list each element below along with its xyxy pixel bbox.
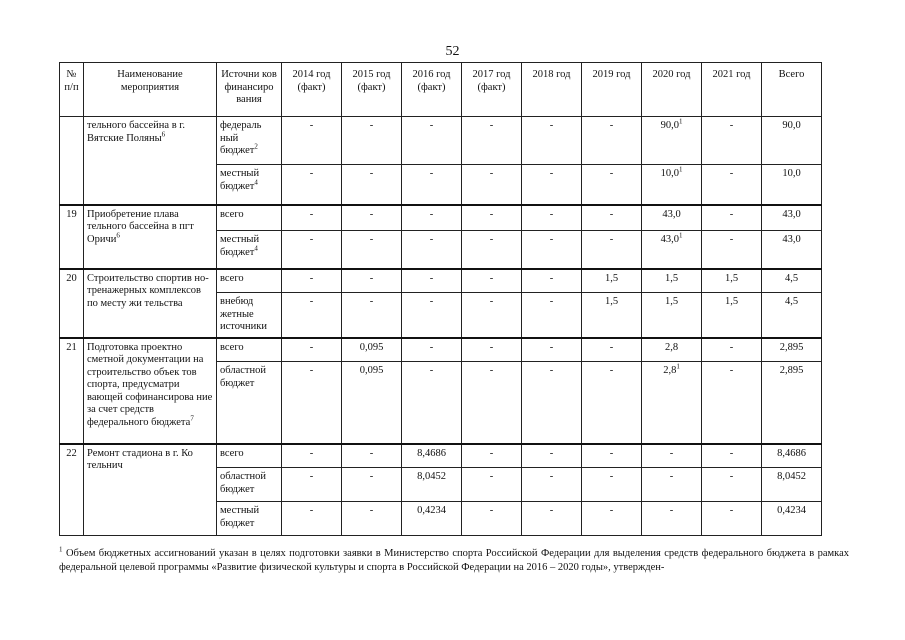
cell-value: - [369, 208, 374, 220]
cell-value: 2,895 [779, 365, 804, 376]
cell-value: - [429, 120, 434, 131]
cell-2019 [582, 444, 642, 468]
cell-2014 [282, 117, 342, 165]
header-2015: 2015 год (факт) [342, 63, 402, 117]
cell-2015 [342, 231, 402, 269]
cell-value: - [549, 505, 554, 516]
cell-value: - [309, 505, 314, 516]
activity-name [84, 269, 217, 338]
cell-2016 [402, 362, 462, 444]
cell-value: - [309, 120, 314, 131]
page-number: 52 [445, 44, 460, 59]
cell-value: - [549, 234, 554, 245]
cell-2018 [522, 362, 582, 444]
header-source: Источни ков финансиро вания [217, 63, 282, 117]
cell-value: - [429, 365, 434, 376]
cell-value: - [429, 341, 434, 353]
cell-total [762, 338, 822, 362]
cell-value: - [489, 168, 494, 179]
funding-source [217, 468, 282, 502]
cell-value: - [609, 505, 614, 516]
header-2016: 2016 год (факт) [402, 63, 462, 117]
cell-value: 43,0 [782, 234, 801, 245]
funding-source-text: всего [220, 272, 244, 284]
cell-2017 [462, 502, 522, 536]
cell-value: - [549, 120, 554, 131]
activity-name-text: Подготовка проектно сметной документации на строительство объек тов спорта, предусматри вающей софинансирова ние за счет средств федерального бюджета [87, 341, 213, 428]
cell-value: - [669, 471, 674, 482]
cell-value: 1,5 [724, 296, 739, 307]
cell-2021 [702, 117, 762, 165]
cell-value: - [729, 168, 734, 179]
cell-2017 [462, 362, 522, 444]
cell-value: - [609, 471, 614, 482]
row-number: 22 [60, 444, 84, 536]
cell-value: 4,5 [784, 272, 799, 284]
cell-2020 [642, 165, 702, 205]
cell-value: - [369, 120, 374, 131]
row-number: 21 [60, 338, 84, 444]
table-row [60, 444, 822, 468]
cell-2016 [402, 293, 462, 338]
cell-2017 [462, 117, 522, 165]
cell-2020 [642, 117, 702, 165]
cell-2021 [702, 165, 762, 205]
cell-value: - [309, 234, 314, 245]
cell-2020 [642, 338, 702, 362]
cell-value: - [729, 365, 734, 376]
row-number [60, 117, 84, 205]
cell-2014 [282, 165, 342, 205]
cell-2017 [462, 205, 522, 231]
cell-total [762, 444, 822, 468]
footnote [59, 547, 849, 575]
table-row [60, 205, 822, 231]
cell-2019 [582, 338, 642, 362]
cell-2014 [282, 468, 342, 502]
cell-2015 [342, 117, 402, 165]
cell-value: - [489, 120, 494, 131]
funding-source-text: областной бюджет [220, 365, 266, 389]
cell-total [762, 231, 822, 269]
cell-value: 0,4234 [777, 505, 806, 516]
funding-source-text: местный бюджет [220, 234, 260, 258]
cell-2019 [582, 362, 642, 444]
header-2014: 2014 год (факт) [282, 63, 342, 117]
cell-value: - [369, 168, 374, 179]
cell-2020 [642, 362, 702, 444]
cell-2021 [702, 444, 762, 468]
cell-value: - [609, 365, 614, 376]
table-row [60, 117, 822, 165]
cell-value: - [729, 447, 734, 459]
cell-value: 8,0452 [417, 471, 446, 482]
footnote-ref: 7 [190, 414, 194, 422]
header-2018: 2018 год [522, 63, 582, 117]
cell-value: - [489, 272, 494, 284]
footnote-ref: 6 [116, 231, 120, 239]
cell-value: 2,8 [664, 341, 679, 353]
funding-source-text: всего [220, 208, 244, 220]
cell-value: - [309, 208, 314, 220]
cell-value: 4,5 [784, 296, 799, 307]
cell-2020 [642, 205, 702, 231]
cell-2021 [702, 362, 762, 444]
footnote-ref: 1 [678, 231, 683, 240]
funding-source-text: всего [220, 341, 244, 353]
cell-value: 0,4234 [417, 505, 446, 516]
cell-total [762, 293, 822, 338]
activity-name [84, 205, 217, 269]
cell-value: - [729, 341, 734, 353]
cell-2014 [282, 338, 342, 362]
cell-2014 [282, 362, 342, 444]
activity-name [84, 117, 217, 205]
cell-2018 [522, 231, 582, 269]
cell-2015 [342, 338, 402, 362]
cell-2019 [582, 165, 642, 205]
header-no: № п/п [60, 63, 84, 117]
cell-value: 1,5 [664, 272, 679, 284]
cell-value: - [489, 365, 494, 376]
cell-value: - [489, 341, 494, 353]
cell-value: - [549, 272, 554, 284]
funding-source-text: местный бюджет [220, 168, 260, 192]
cell-total [762, 205, 822, 231]
cell-value: 8,4686 [417, 447, 446, 459]
footnote-ref: 4 [254, 244, 258, 252]
cell-2019 [582, 468, 642, 502]
cell-value: - [369, 471, 374, 482]
cell-value: 8,4686 [777, 447, 806, 459]
cell-2018 [522, 205, 582, 231]
cell-2016 [402, 117, 462, 165]
cell-value: - [489, 296, 494, 307]
header-2021: 2021 год [702, 63, 762, 117]
cell-2019 [582, 231, 642, 269]
cell-value: - [549, 447, 554, 459]
header-total: Всего [762, 63, 822, 117]
footnote-text: Объем бюджетных ассигнований указан в целях подготовки заявки в Министерство спорта Российской Федерации для выделения средств федерального бюджета в рамках федеральной целевой программы «Развитие физической культуры и спорта в Российской Федерации на 2016 – 2020 годы», утвержден- [59, 548, 850, 573]
cell-value: - [369, 234, 374, 245]
cell-value: 43,0 [782, 208, 801, 220]
cell-2019 [582, 117, 642, 165]
cell-2015 [342, 502, 402, 536]
cell-total [762, 165, 822, 205]
cell-2018 [522, 502, 582, 536]
cell-2021 [702, 205, 762, 231]
cell-value: - [309, 365, 314, 376]
cell-value: 1,5 [664, 296, 679, 307]
cell-value: 8,0452 [777, 471, 806, 482]
footnote-ref: 1 [676, 362, 680, 371]
cell-value: - [429, 168, 434, 179]
cell-total [762, 502, 822, 536]
cell-value: - [609, 168, 614, 179]
cell-2017 [462, 231, 522, 269]
cell-value: 0,095 [359, 341, 384, 353]
cell-2014 [282, 231, 342, 269]
cell-2021 [702, 269, 762, 293]
cell-2016 [402, 338, 462, 362]
row-number: 20 [60, 269, 84, 338]
activity-name [84, 444, 217, 536]
cell-value: - [309, 272, 314, 284]
cell-value: 43,0 [660, 234, 679, 245]
table-row [60, 338, 822, 362]
cell-2021 [702, 502, 762, 536]
funding-source-text: внебюд жетные источники [220, 296, 267, 332]
cell-2019 [582, 269, 642, 293]
cell-2014 [282, 205, 342, 231]
cell-2018 [522, 468, 582, 502]
cell-value: - [369, 505, 374, 516]
budget-table [59, 62, 822, 536]
cell-value: 2,895 [779, 341, 804, 353]
cell-value: 1,5 [724, 272, 739, 284]
cell-2014 [282, 502, 342, 536]
header-2019: 2019 год [582, 63, 642, 117]
footnote-ref: 1 [678, 165, 683, 174]
cell-value: - [549, 471, 554, 482]
funding-source [217, 502, 282, 536]
cell-2017 [462, 444, 522, 468]
cell-value: - [489, 447, 494, 459]
cell-2020 [642, 231, 702, 269]
cell-value: - [669, 447, 674, 459]
activity-name-text: Приобретение плава тельного бассейна в пгт Оричи [87, 208, 194, 245]
cell-2018 [522, 269, 582, 293]
cell-value: - [489, 471, 494, 482]
cell-value: - [369, 447, 374, 459]
header-2017: 2017 год (факт) [462, 63, 522, 117]
cell-value: - [489, 234, 494, 245]
cell-value: - [549, 365, 554, 376]
cell-2016 [402, 269, 462, 293]
funding-source-text: федераль ный бюджет [220, 120, 262, 156]
cell-value: - [489, 505, 494, 516]
cell-2015 [342, 362, 402, 444]
funding-source-text: всего [220, 447, 244, 459]
cell-value: - [309, 296, 314, 307]
cell-value: - [369, 296, 374, 307]
table-header-row [60, 63, 822, 117]
cell-2015 [342, 468, 402, 502]
cell-2021 [702, 231, 762, 269]
footnote-mark: 1 [59, 545, 63, 554]
cell-value: - [309, 471, 314, 482]
cell-total [762, 117, 822, 165]
cell-2018 [522, 338, 582, 362]
cell-2014 [282, 293, 342, 338]
cell-2017 [462, 269, 522, 293]
cell-2019 [582, 205, 642, 231]
cell-2016 [402, 444, 462, 468]
cell-2016 [402, 165, 462, 205]
cell-value: - [729, 208, 734, 220]
cell-2015 [342, 205, 402, 231]
cell-value: - [729, 120, 734, 131]
activity-name-text: тельного бассейна в г. Вятские Поляны [87, 120, 186, 144]
funding-source [217, 362, 282, 444]
cell-2020 [642, 293, 702, 338]
cell-value: - [609, 208, 614, 220]
cell-2017 [462, 468, 522, 502]
cell-value: - [609, 341, 614, 353]
cell-value: - [429, 296, 434, 307]
cell-2020 [642, 444, 702, 468]
cell-value: - [549, 168, 554, 179]
funding-source [217, 117, 282, 165]
cell-value: - [309, 341, 314, 353]
cell-2021 [702, 468, 762, 502]
funding-source [217, 231, 282, 269]
cell-total [762, 468, 822, 502]
cell-value: - [609, 234, 614, 245]
cell-value: - [429, 234, 434, 245]
funding-source [217, 293, 282, 338]
cell-value: - [549, 341, 554, 353]
funding-source-text: областной бюджет [220, 471, 266, 495]
cell-value: - [549, 208, 554, 220]
footnote-ref: 1 [678, 117, 683, 126]
cell-total [762, 362, 822, 444]
cell-2019 [582, 293, 642, 338]
cell-value: - [489, 208, 494, 220]
cell-value: - [729, 505, 734, 516]
cell-2017 [462, 338, 522, 362]
cell-2016 [402, 468, 462, 502]
cell-2018 [522, 165, 582, 205]
activity-name-text: Ремонт стадиона в г. Ко тельнич [87, 447, 193, 471]
cell-value: - [669, 505, 674, 516]
cell-2015 [342, 293, 402, 338]
cell-2020 [642, 502, 702, 536]
cell-2017 [462, 165, 522, 205]
cell-value: - [429, 272, 434, 284]
cell-2014 [282, 269, 342, 293]
funding-source [217, 338, 282, 362]
cell-2020 [642, 468, 702, 502]
cell-value: - [369, 272, 374, 284]
footnote-ref: 2 [254, 142, 258, 151]
cell-2018 [522, 293, 582, 338]
cell-value: - [609, 447, 614, 459]
funding-source [217, 165, 282, 205]
cell-2018 [522, 444, 582, 468]
cell-2021 [702, 293, 762, 338]
cell-value: 0,095 [359, 365, 384, 376]
funding-source [217, 269, 282, 293]
cell-value: 90,0 [782, 120, 801, 131]
cell-2014 [282, 444, 342, 468]
header-name: Наименование мероприятия [84, 63, 217, 117]
cell-value: - [309, 168, 314, 179]
cell-2017 [462, 293, 522, 338]
cell-2018 [522, 117, 582, 165]
cell-value: - [609, 120, 614, 131]
funding-source [217, 444, 282, 468]
funding-source-text: местный бюджет [220, 505, 260, 529]
cell-value: - [549, 296, 554, 307]
cell-2021 [702, 338, 762, 362]
cell-value: 1,5 [604, 272, 619, 284]
funding-source [217, 205, 282, 231]
cell-value: 43,0 [662, 208, 681, 220]
cell-value: - [729, 471, 734, 482]
activity-name-text: Строительство спортив но-тренажерных комплексов по месту жи тельства [87, 272, 209, 309]
cell-total [762, 269, 822, 293]
cell-2015 [342, 165, 402, 205]
cell-2016 [402, 205, 462, 231]
cell-value: 1,5 [604, 296, 619, 307]
cell-value: 10,0 [782, 168, 801, 179]
cell-2020 [642, 269, 702, 293]
cell-2016 [402, 231, 462, 269]
cell-2015 [342, 444, 402, 468]
header-2020: 2020 год [642, 63, 702, 117]
cell-value: - [309, 447, 314, 459]
table-row [60, 269, 822, 293]
footnote-ref: 4 [254, 178, 258, 186]
cell-2016 [402, 502, 462, 536]
activity-name [84, 338, 217, 444]
cell-2015 [342, 269, 402, 293]
cell-value: 90,0 [660, 120, 679, 131]
cell-value: - [429, 208, 434, 220]
cell-value: - [729, 234, 734, 245]
cell-value: 10,0 [660, 168, 679, 179]
footnote-ref: 6 [161, 130, 166, 138]
row-number: 19 [60, 205, 84, 269]
cell-value: 2,8 [663, 365, 677, 376]
cell-2019 [582, 502, 642, 536]
